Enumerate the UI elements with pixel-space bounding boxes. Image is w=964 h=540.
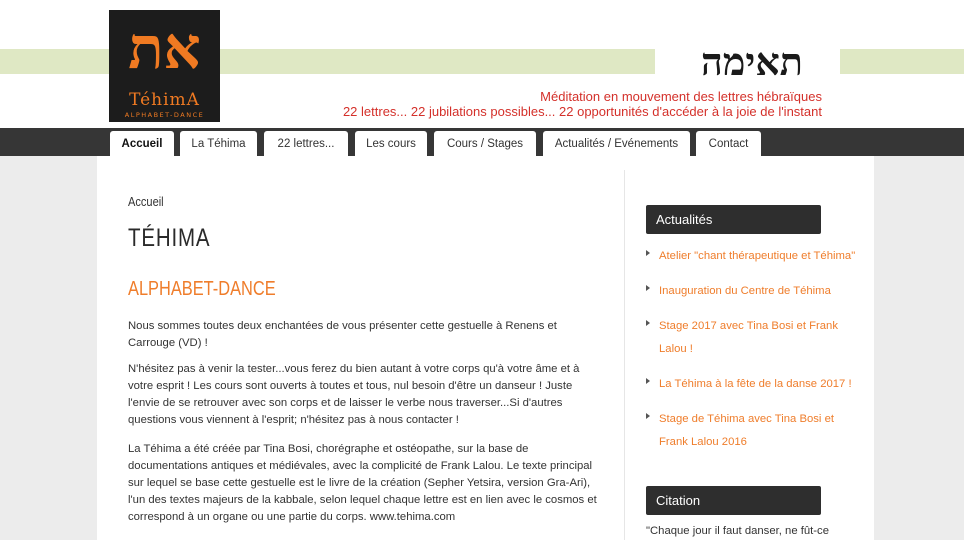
news-link-stage-2016[interactable]: Stage de Téhima avec Tina Bosi et Frank Lalou 2016 (659, 413, 834, 448)
nav-tab-les-cours[interactable]: Les cours (355, 131, 427, 156)
nav-tab-contact[interactable]: Contact (696, 131, 761, 156)
news-item (646, 244, 861, 267)
bullet-arrow-icon (646, 250, 650, 256)
news-item (646, 372, 861, 395)
bullet-arrow-icon (646, 378, 650, 384)
news-widget-heading: Actualités (646, 205, 821, 234)
bullet-arrow-icon (646, 285, 650, 291)
news-list (646, 244, 861, 465)
tagline-line-2: 22 lettres... 22 jubilations possibles... 22 opportunités d'accéder à la joie de l'instant (342, 104, 822, 119)
news-item (646, 407, 861, 453)
hebrew-site-title: תאימה (701, 39, 803, 84)
nav-tab-accueil[interactable]: Accueil (110, 131, 174, 156)
nav-tab-la-tehima[interactable]: La Téhima (180, 131, 257, 156)
body-paragraph: N'hésitez pas à venir la tester...vous ferez du bien autant à votre corps qu'à votre âme et à votre esprit ! Les cours sont ouverts à toutes et tous, nul besoin d'être un danseur ! Juste l'envie de se retrouver avec son corps et de laisser le verbe nous traverser...Si d'autres questions vous viennent à l'esprit; n'hésitez pas à nous contacter ! (128, 363, 580, 426)
news-link-stage-2017[interactable]: Stage 2017 avec Tina Bosi et Frank Lalou ! (659, 320, 838, 355)
news-item (646, 279, 861, 302)
nav-tab-22-lettres[interactable]: 22 lettres... (264, 131, 348, 156)
news-link-fete-danse[interactable]: La Téhima à la fête de la danse 2017 ! (659, 378, 852, 390)
quote-widget-heading: Citation (646, 486, 821, 515)
news-link-inauguration[interactable]: Inauguration du Centre de Téhima (659, 285, 831, 297)
logo-subtitle: ALPHABET-DANCE (124, 111, 205, 119)
breadcrumb: Accueil (128, 194, 164, 209)
site-logo[interactable] (109, 10, 220, 122)
bullet-arrow-icon (646, 413, 650, 419)
column-divider (624, 170, 625, 540)
nav-tab-actualites-evenements[interactable]: Actualités / Evénements (543, 131, 690, 156)
tagline-line-1: Méditation en mouvement des lettres hébraïques (540, 89, 822, 104)
nav-tab-cours-stages[interactable]: Cours / Stages (434, 131, 536, 156)
bullet-arrow-icon (646, 320, 650, 326)
page-title: TÉHIMA (128, 224, 211, 252)
logo-hebrew-letters: את (128, 14, 201, 82)
history-paragraph: La Téhima a été créée par Tina Bosi, chorégraphe et ostéopathe, sur la base de documentations antiques et médiévales, avec la complicité de Frank Lalou. Le texte principal sur lequel se base cette gestuelle est le livre de la création (Sepher Yetsira, version Gra-Ari), l'un des textes majeurs de la kabbale, selon lequel chaque lettre est en lien avec le cosmos et correspond à un organe ou une partie du corps. www.tehima.com (128, 443, 597, 523)
news-link-atelier[interactable]: Atelier "chant thérapeutique et Téhima" (659, 250, 856, 262)
page-subtitle: ALPHABET-DANCE (128, 278, 276, 300)
intro-paragraph: Nous sommes toutes deux enchantées de vous présenter cette gestuelle à Renens et Carrouge (VD) ! (128, 320, 557, 349)
logo-name: TéhimA (129, 90, 200, 110)
news-item (646, 314, 861, 360)
quote-text: "Chaque jour il faut danser, ne fût-ce (646, 525, 829, 537)
